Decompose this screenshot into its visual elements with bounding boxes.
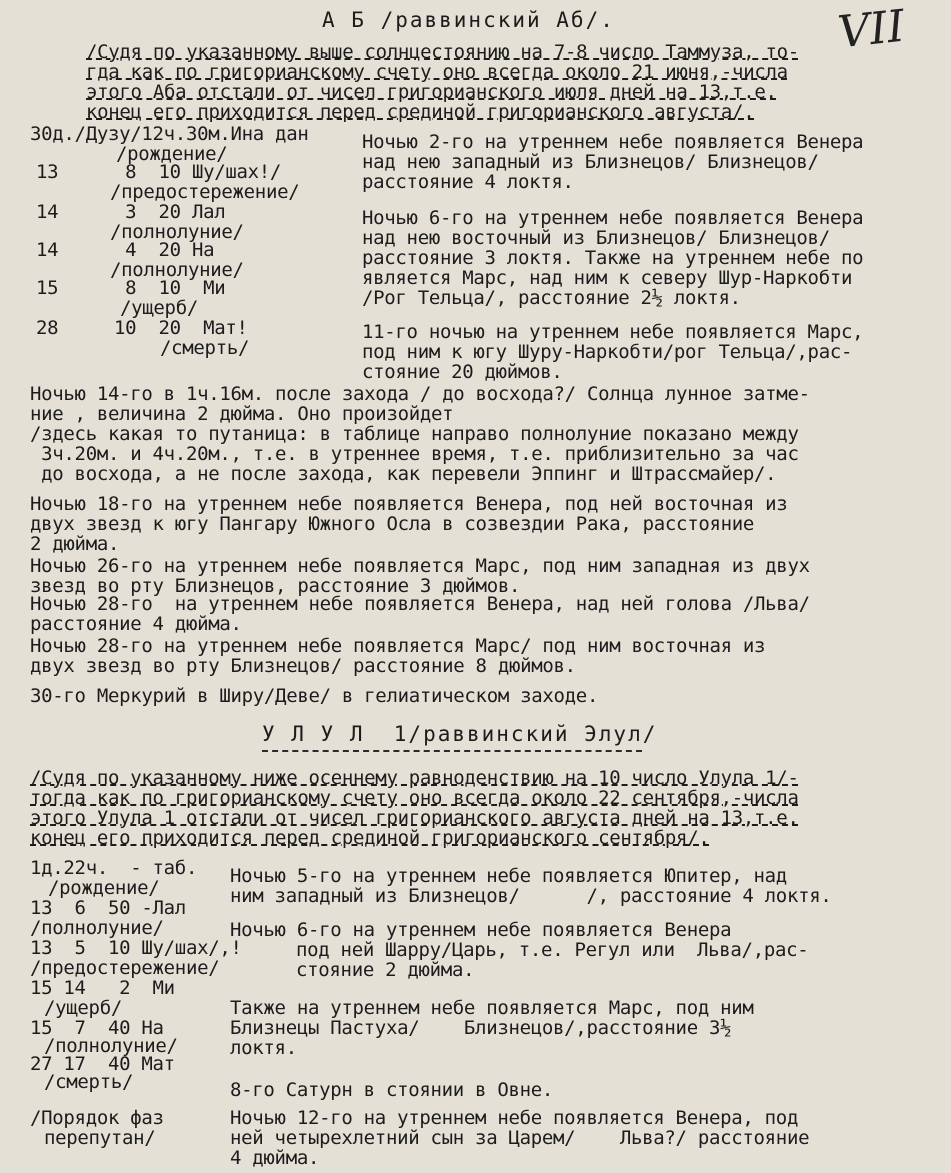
s1-body-line: 2 дюйма.: [30, 533, 120, 555]
s1-left-row: 14 3 20 Лал: [36, 201, 226, 223]
s1-right-row: 11-го ночью на утреннем небе появляется Марс,: [362, 321, 864, 343]
s2-footer-right: 4 дюйма.: [230, 1147, 320, 1169]
section1-intro-line: /Судя по указанному выше солнцестоянию на 7-8 число Таммуза, то-: [86, 41, 799, 63]
s1-right-row: является Марс, над ним к северу Шур-Наркобти: [362, 267, 853, 289]
s1-right-row: над нею западный из Близнецов/ Близнецов/: [362, 151, 819, 173]
s2-right-row: стояние 2 дюйма.: [296, 959, 475, 981]
s1-body-line: до восхода, а не после захода, как перевели Эппинг и Штрассмайер/.: [30, 463, 777, 485]
section2-title-rule: [262, 750, 642, 752]
s1-right-row: над нею восточный из Близнецов/ Близнецов/: [362, 227, 830, 249]
s1-body-line: двух звезд к югу Пангару Южного Осла в созвездии Рака, расстояние: [30, 513, 755, 535]
s2-right-row: Также на утреннем небе появляется Марс, под ним: [230, 997, 754, 1019]
s1-right-row: /Рог Тельца/, расстояние 2½ локтя.: [362, 287, 741, 309]
s1-left-row: /предостережение/: [110, 181, 300, 203]
s2-right-row: Ночью 6-го на утреннем небе появляется Венера: [230, 919, 732, 941]
s1-left-row: /смерть/: [160, 337, 250, 359]
s1-body-line: Ночью 14-го в 1ч.16м. после захода / до восхода?/ Солнца лунное затме-: [30, 383, 810, 405]
s2-left-row: /предостережение/: [30, 957, 220, 979]
s1-right-row: расстояние 4 локтя.: [362, 171, 574, 193]
s1-left-row: /полнолуние/: [110, 221, 244, 243]
s1-body-line: расстояние 4 дюйма.: [30, 613, 242, 635]
s2-footer-left: /Порядок фаз: [30, 1107, 164, 1129]
s1-right-row: расстояние 3 локтя. Также на утреннем небе по: [362, 247, 864, 269]
s1-left-row: 30д./Дузу/12ч.30м.Ина дан: [30, 123, 309, 145]
s2-right-row: Близнецы Пастуха/ Близнецов/,расстояние 3½: [230, 1017, 732, 1039]
s1-body-line: Ночью 26-го на утреннем небе появляется Марс, под ним западная из двух: [30, 555, 810, 577]
section1-intro-line: этого Аба отстали от чисел григорианского июля дней на 13,т.е.: [86, 81, 777, 103]
s1-left-row: 14 4 20 На: [36, 239, 215, 261]
section1-intro-line: конец его приходится перед срединой григорианского августа/.: [86, 101, 755, 123]
section1-title: А Б /раввинский Аб/.: [322, 8, 615, 32]
s1-body-line: 3ч.20м. и 4ч.20м., т.е. в утреннее время, т.е. приблизительно за час: [30, 443, 799, 465]
s2-left-row: /полнолуние/: [44, 1035, 178, 1057]
s2-right-row: 8-го Сатурн в стоянии в Овне.: [230, 1079, 554, 1101]
section2-title: У Л У Л 1/раввинский Элул/: [262, 722, 658, 746]
s2-left-row: /ущерб/: [44, 997, 122, 1019]
s1-body-line: Ночью 28-го на утреннем небе появляется Марс/ под ним восточная из: [30, 635, 766, 657]
section2-intro-line: конец его приходится перед срединой григорианского сентября/.: [30, 827, 710, 849]
s1-left-row: 28 10 20 Мат!: [36, 317, 248, 339]
s1-left-row: 15 8 10 Ми: [36, 277, 226, 299]
s2-right-row: ним западный из Близнецов/ /, расстояние 4 локтя.: [230, 885, 832, 907]
section1-intro-line: гда как по григорианскому счету оно всегда около 21 июня,-числа: [86, 61, 788, 83]
s2-left-row: 1д.22ч. - таб.: [30, 857, 198, 879]
s1-body-line: ние , величина 2 дюйма. Оно произойдет: [30, 403, 454, 425]
s1-left-row: /ущерб/: [120, 297, 198, 319]
s1-body-line: звезд во рту Близнецов, расстояние 3 дюймов.: [30, 575, 521, 597]
s1-body-line: /здесь какая то путаница: в таблице направо полнолуние показано между: [30, 423, 799, 445]
s2-left-row: 27 17 40 Мат: [30, 1053, 175, 1075]
s1-left-row: 13 8 10 Шу/шах!/: [36, 161, 282, 183]
section2-intro-line: тогда как по григорианскому счету оно всегда около 22 сентября,-числа: [30, 787, 799, 809]
s1-right-row: Ночью 6-го на утреннем небе появляется Венера: [362, 207, 864, 229]
s2-right-row: под ней Шарру/Царь, т.е. Регул или Льва/,рас-: [296, 939, 809, 961]
s2-footer-left: перепутан/: [44, 1127, 156, 1149]
section2-intro-line: /Судя по указанному ниже осеннему равноденствию на 10 число Улула 1/-: [30, 767, 799, 789]
s2-left-row: /смерть/: [44, 1071, 134, 1093]
s1-right-row: под ним к югу Шуру-Наркобти/рог Тельца/,рас-: [362, 341, 853, 363]
s1-left-row: /рождение/: [116, 143, 228, 165]
s2-right-row: Ночью 5-го на утреннем небе появляется Юпитер, над: [230, 865, 787, 887]
s2-footer-right: ней четырехлетний сын за Царем/ Льва?/ расстояние: [230, 1127, 810, 1149]
s2-left-row: 13 6 50 -Лал: [30, 897, 186, 919]
s2-left-row: /рождение/: [48, 877, 160, 899]
section2-intro-line: этого Улула 1 отстали от чисел григорианского августа дней на 13,т.е.: [30, 807, 799, 829]
s1-body-line: 30-го Меркурий в Ширу/Деве/ в гелиатическом заходе.: [30, 685, 599, 707]
handwritten-page-mark: VII: [835, 0, 908, 59]
s2-right-row: локтя.: [230, 1037, 297, 1059]
s2-left-row: 15 7 40 На: [30, 1017, 164, 1039]
s1-right-row: стояние 20 дюймов.: [362, 361, 563, 383]
s1-body-line: Ночью 18-го на утреннем небе появляется Венера, под ней восточная из: [30, 493, 788, 515]
s2-left-row: 15 14 2 Ми: [30, 977, 175, 999]
s1-left-row: /полнолуние/: [110, 259, 244, 281]
s1-body-line: Ночью 28-го на утреннем небе появляется Венера, над ней голова /Льва/: [30, 593, 810, 615]
s1-body-line: двух звезд во рту Близнецов/ расстояние 8 дюймов.: [30, 655, 576, 677]
s2-footer-right: Ночью 12-го на утреннем небе появляется Венера, под: [230, 1107, 799, 1129]
s2-left-row: 13 5 10 Шу/шах/,!: [30, 937, 242, 959]
s1-right-row: Ночью 2-го на утреннем небе появляется Венера: [362, 131, 864, 153]
s2-left-row: /полнолуние/: [30, 917, 164, 939]
